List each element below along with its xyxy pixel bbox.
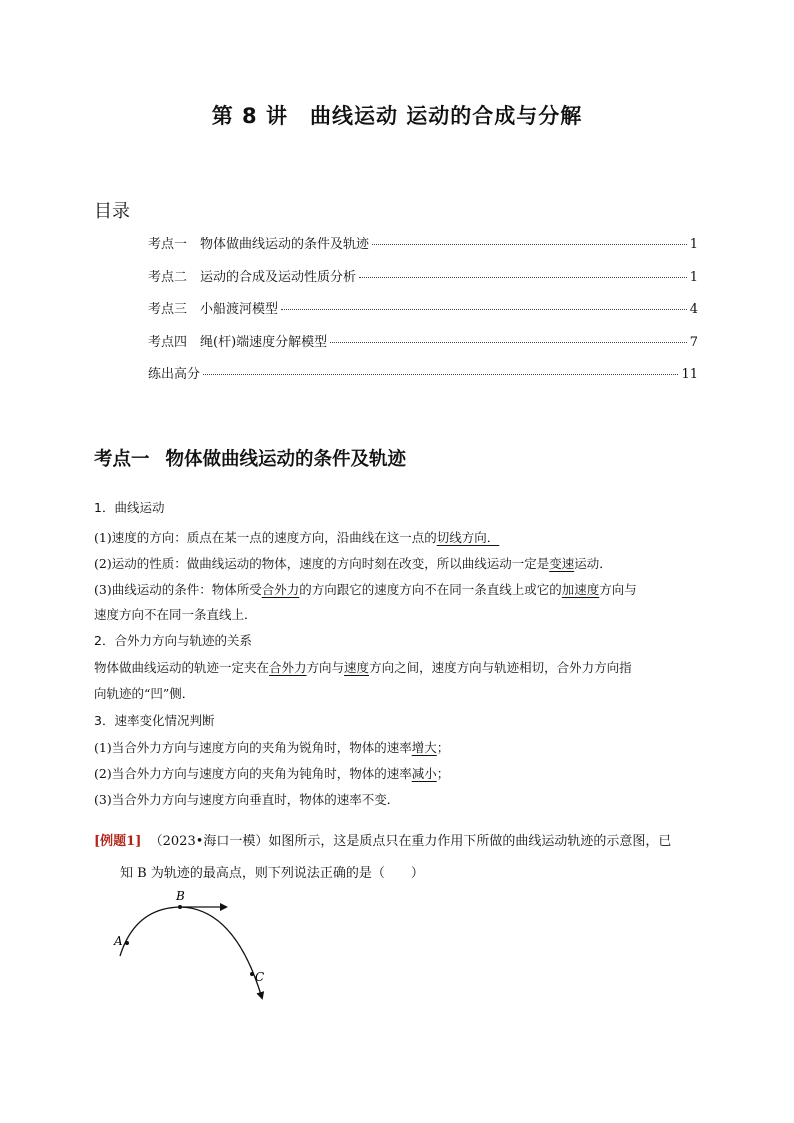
toc-page-number: 1 [689,237,698,252]
page-title: 第 8 讲 曲线运动 运动的合成与分解 [211,104,583,128]
toc-page-number: 11 [681,367,698,382]
toc-entry[interactable] [148,266,698,299]
toc-page-number: 7 [689,334,698,350]
section-heading: 考点一 物体做曲线运动的条件及轨迹 [94,449,407,470]
toc-page-number: 4 [689,302,698,317]
toc-entry-label: 考点四 绳(杆)端速度分解模型 [148,334,328,350]
example-question [94,830,671,849]
paragraph: (3)当合外力方向与速度方向垂直时，物体的速率不变． [94,792,400,807]
toc-entry[interactable] [148,233,698,266]
paragraph: 物体做曲线运动的轨迹一定夹在合外力方向与速度方向之间，速度方向与轨迹相切，合外力方向指 [94,660,632,675]
point-c [250,972,254,976]
toc-leader-dots [372,244,687,245]
toc-entry-label: 考点一 物体做曲线运动的条件及轨迹 [148,237,370,252]
trajectory-curve [120,907,265,998]
paragraph: (2)运动的性质：做曲线运动的物体，速度的方向时刻在改变，所以曲线运动一定是变速运动． [94,556,612,571]
label-a: A [114,934,123,948]
paragraph: (2)当合外力方向与速度方向的夹角为钝角时，物体的速率减小； [94,766,450,781]
subheading: 1．曲线运动 [94,500,165,515]
toc-heading: 目录 [94,201,130,222]
paragraph: (1)当合外力方向与速度方向的夹角为锐角时，物体的速率增大； [94,740,450,755]
paragraph: 速度方向不在同一条直线上． [94,607,257,622]
subheading: 2．合外力方向与轨迹的关系 [94,633,252,648]
toc-leader-dots [203,374,678,375]
toc-leader-dots [281,309,687,310]
paragraph: 向轨迹的“凹”侧． [94,686,195,701]
point-a [125,941,129,945]
example-source: （2023•海口一模） [149,834,269,849]
toc-entry-label: 考点三 小船渡河模型 [148,302,279,317]
example-text: 如图所示，这是质点只在重力作用下所做的曲线运动轨迹的示意图，已 [268,834,672,849]
toc-entry[interactable] [148,298,698,331]
trajectory-figure [100,880,300,1010]
label-c: C [255,970,265,984]
toc-entry[interactable] [148,331,698,364]
toc-entry-label: 练出高分 [148,367,201,382]
point-b [178,905,182,909]
subheading: 3．速率变化情况判断 [94,713,215,728]
toc-leader-dots [359,277,687,278]
paragraph: (3)曲线运动的条件：物体所受合外力的方向跟它的速度方向不在同一条直线上或它的加速度方向与 [94,582,637,597]
example-question-cont: 知 B 为轨迹的最高点，则下列说法正确的是（ ） [120,866,424,881]
label-b: B [176,889,185,903]
toc-page-number: 1 [689,269,698,285]
paragraph: (1)速度的方向：质点在某一点的速度方向，沿曲线在这一点的切线方向． [94,530,500,545]
toc-entry[interactable] [148,363,698,396]
table-of-contents [148,233,698,396]
toc-entry-label: 考点二 运动的合成及运动性质分析 [148,269,357,285]
toc-leader-dots [330,342,687,343]
example-tag: [例题1] [94,834,142,849]
